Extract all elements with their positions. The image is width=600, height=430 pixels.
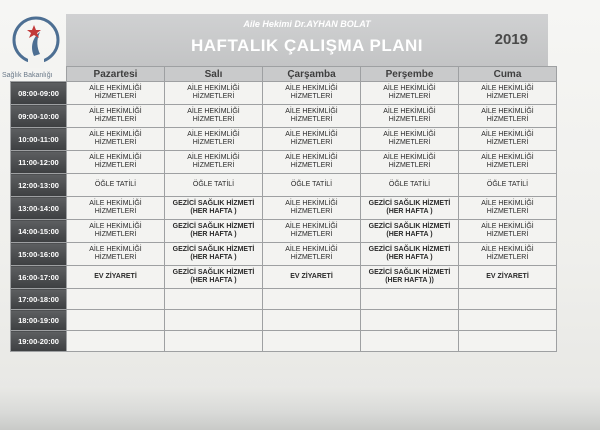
table-row xyxy=(11,289,557,310)
cell-line-2: HİZMETLERİ xyxy=(192,93,235,100)
table-row xyxy=(11,331,557,352)
schedule-cell xyxy=(263,243,361,266)
schedule-cell xyxy=(165,82,263,105)
time-slot-label: 11:00-12:00 xyxy=(11,151,67,174)
cell-line-1: EV ZİYARETİ xyxy=(290,273,333,280)
cell-line-1: GEZİCİ SAĞLIK HİZMETİ xyxy=(368,246,451,253)
schedule-cell xyxy=(67,151,165,174)
cell-line-2: HİZMETLERİ xyxy=(486,231,529,238)
cell-line-2: (HER HAFTA ) xyxy=(386,254,433,261)
schedule-cell xyxy=(361,220,459,243)
time-slot-label: 15:00-16:00 xyxy=(11,243,67,266)
schedule-cell xyxy=(459,310,557,331)
cell-line-1: AİLE HEKİMLİĞİ xyxy=(481,200,534,207)
cell-line-1: AİLE HEKİMLİĞİ xyxy=(187,154,240,161)
doctor-name: Aile Hekimi Dr.AYHAN BOLAT xyxy=(243,19,371,29)
schedule-cell xyxy=(67,289,165,310)
table-row xyxy=(11,151,557,174)
schedule-cell xyxy=(263,197,361,220)
cell-line-1: AİLE HEKİMLİĞİ xyxy=(285,154,338,161)
cell-line-2: HİZMETLERİ xyxy=(290,231,333,238)
schedule-cell xyxy=(165,128,263,151)
year-label: 2019 xyxy=(494,31,528,48)
ministry-logo-text: Sağlık Bakanlığı xyxy=(2,72,53,79)
schedule-cell xyxy=(67,128,165,151)
cell-line-2: (HER HAFTA ) xyxy=(386,231,433,238)
time-slot-label: 08:00-09:00 xyxy=(11,82,67,105)
schedule-cell xyxy=(263,266,361,289)
day-header: Salı xyxy=(165,67,263,82)
schedule-cell xyxy=(165,289,263,310)
cell-line-2: HİZMETLERİ xyxy=(94,208,137,215)
schedule-cell xyxy=(67,197,165,220)
cell-line-2: HİZMETLERİ xyxy=(94,93,137,100)
cell-line-2: HİZMETLERİ xyxy=(192,162,235,169)
table-row xyxy=(11,82,557,105)
schedule-cell xyxy=(165,331,263,352)
cell-line-2: HİZMETLERİ xyxy=(388,162,431,169)
table-row xyxy=(11,310,557,331)
day-header: Cuma xyxy=(459,67,557,82)
schedule-cell xyxy=(459,128,557,151)
schedule-cell xyxy=(263,105,361,128)
cell-line-1: AİLE HEKİMLİĞİ xyxy=(89,223,142,230)
cell-line-2: HİZMETLERİ xyxy=(486,162,529,169)
corner-cell xyxy=(11,67,67,82)
schedule-cell xyxy=(67,105,165,128)
cell-line-2: (HER HAFTA ) xyxy=(386,208,433,215)
frame-bottom-edge xyxy=(0,386,600,430)
cell-line-2: HİZMETLERİ xyxy=(192,139,235,146)
cell-line-1: GEZİCİ SAĞLIK HİZMETİ xyxy=(368,223,451,230)
cell-line-2: HİZMETLERİ xyxy=(290,208,333,215)
schedule-cell xyxy=(263,82,361,105)
schedule-cell xyxy=(263,310,361,331)
cell-line-1: AİLE HEKİMLİĞİ xyxy=(481,108,534,115)
cell-line-1: AİLE HEKİMLİĞİ xyxy=(285,246,338,253)
schedule-cell xyxy=(263,289,361,310)
schedule-cell xyxy=(67,174,165,197)
cell-line-2: HİZMETLERİ xyxy=(388,116,431,123)
time-slot-label: 14:00-15:00 xyxy=(11,220,67,243)
day-header: Pazartesi xyxy=(67,67,165,82)
schedule-cell xyxy=(459,220,557,243)
cell-line-2: (HER HAFTA ) xyxy=(190,254,237,261)
cell-line-1: AİLE HEKİMLİĞİ xyxy=(481,246,534,253)
cell-line-1: ÖĞLE TATİLİ xyxy=(290,181,333,188)
cell-line-2: HİZMETLERİ xyxy=(94,254,137,261)
day-header: Perşembe xyxy=(361,67,459,82)
schedule-cell xyxy=(67,266,165,289)
schedule-cell xyxy=(361,82,459,105)
cell-line-2: (HER HAFTA ) xyxy=(190,231,237,238)
table-row xyxy=(11,266,557,289)
time-slot-label: 18:00-19:00 xyxy=(11,310,67,331)
cell-line-2: HİZMETLERİ xyxy=(290,116,333,123)
time-slot-label: 16:00-17:00 xyxy=(11,266,67,289)
schedule-cell xyxy=(67,82,165,105)
schedule-header xyxy=(66,14,548,66)
cell-line-1: AİLE HEKİMLİĞİ xyxy=(89,154,142,161)
cell-line-1: AİLE HEKİMLİĞİ xyxy=(285,131,338,138)
cell-line-2: HİZMETLERİ xyxy=(486,208,529,215)
schedule-cell xyxy=(459,266,557,289)
time-slot-label: 19:00-20:00 xyxy=(11,331,67,352)
time-slot-label: 17:00-18:00 xyxy=(11,289,67,310)
page-title: HAFTALIK ÇALIŞMA PLANI xyxy=(191,36,423,55)
cell-line-2: HİZMETLERİ xyxy=(388,139,431,146)
schedule-cell xyxy=(459,243,557,266)
cell-line-1: AİLE HEKİMLİĞİ xyxy=(285,85,338,92)
schedule-cell xyxy=(67,220,165,243)
table-row xyxy=(11,220,557,243)
schedule-cell xyxy=(165,220,263,243)
schedule-cell xyxy=(165,151,263,174)
cell-line-2: HİZMETLERİ xyxy=(192,116,235,123)
schedule-cell xyxy=(263,331,361,352)
cell-line-1: AİLE HEKİMLİĞİ xyxy=(89,85,142,92)
cell-line-1: AİLE HEKİMLİĞİ xyxy=(89,108,142,115)
table-row xyxy=(11,128,557,151)
schedule-cell xyxy=(361,289,459,310)
cell-line-1: ÖĞLE TATİLİ xyxy=(192,181,235,188)
cell-line-1: ÖĞLE TATİLİ xyxy=(94,181,137,188)
cell-line-1: GEZİCİ SAĞLIK HİZMETİ xyxy=(172,223,255,230)
cell-line-2: HİZMETLERİ xyxy=(388,93,431,100)
schedule-cell xyxy=(459,105,557,128)
schedule-cell xyxy=(459,174,557,197)
cell-line-2: (HER HAFTA )) xyxy=(385,277,434,284)
cell-line-2: HİZMETLERİ xyxy=(486,93,529,100)
schedule-cell xyxy=(361,266,459,289)
time-slot-label: 13:00-14:00 xyxy=(11,197,67,220)
cell-line-2: HİZMETLERİ xyxy=(290,93,333,100)
cell-line-2: HİZMETLERİ xyxy=(486,139,529,146)
cell-line-1: GEZİCİ SAĞLIK HİZMETİ xyxy=(368,269,451,276)
cell-line-1: AİLE HEKİMLİĞİ xyxy=(89,131,142,138)
cell-line-1: AİLE HEKİMLİĞİ xyxy=(285,223,338,230)
schedule-cell xyxy=(361,310,459,331)
time-slot-label: 10:00-11:00 xyxy=(11,128,67,151)
cell-line-2: HİZMETLERİ xyxy=(486,116,529,123)
schedule-cell xyxy=(459,197,557,220)
schedule-cell xyxy=(165,310,263,331)
cell-line-1: AİLE HEKİMLİĞİ xyxy=(383,108,436,115)
schedule-cell xyxy=(263,128,361,151)
schedule-cell xyxy=(459,151,557,174)
cell-line-2: (HER HAFTA ) xyxy=(190,277,237,284)
cell-line-1: AİLE HEKİMLİĞİ xyxy=(481,154,534,161)
cell-line-2: HİZMETLERİ xyxy=(290,139,333,146)
cell-line-1: GEZİCİ SAĞLIK HİZMETİ xyxy=(368,200,451,207)
cell-line-2: HİZMETLERİ xyxy=(94,231,137,238)
schedule-cell xyxy=(361,128,459,151)
table-row xyxy=(11,243,557,266)
cell-line-1: AİLE HEKİMLİĞİ xyxy=(285,108,338,115)
cell-line-1: AİLE HEKİMLİĞİ xyxy=(383,131,436,138)
schedule-cell xyxy=(165,266,263,289)
cell-line-1: AİLE HEKİMLİĞİ xyxy=(383,154,436,161)
cell-line-2: HİZMETLERİ xyxy=(290,162,333,169)
day-header: Çarşamba xyxy=(263,67,361,82)
cell-line-2: HİZMETLERİ xyxy=(94,162,137,169)
schedule-cell xyxy=(459,331,557,352)
schedule-cell xyxy=(361,243,459,266)
schedule-cell xyxy=(361,105,459,128)
cell-line-1: AİLE HEKİMLİĞİ xyxy=(89,200,142,207)
cell-line-2: (HER HAFTA ) xyxy=(190,208,237,215)
table-row xyxy=(11,105,557,128)
cell-line-1: AİLE HEKİMLİĞİ xyxy=(383,85,436,92)
schedule-cell xyxy=(263,151,361,174)
weekly-schedule-table xyxy=(10,66,557,352)
cell-line-1: AİLE HEKİMLİĞİ xyxy=(187,85,240,92)
table-row xyxy=(11,197,557,220)
schedule-cell xyxy=(67,331,165,352)
cell-line-1: AİLE HEKİMLİĞİ xyxy=(481,131,534,138)
cell-line-1: GEZİCİ SAĞLIK HİZMETİ xyxy=(172,200,255,207)
cell-line-1: EV ZİYARETİ xyxy=(94,273,137,280)
cell-line-2: HİZMETLERİ xyxy=(486,254,529,261)
cell-line-1: AİLE HEKİMLİĞİ xyxy=(481,85,534,92)
cell-line-1: AİLE HEKİMLİĞİ xyxy=(187,108,240,115)
cell-line-1: GEZİCİ SAĞLIK HİZMETİ xyxy=(172,246,255,253)
schedule-cell xyxy=(165,243,263,266)
schedule-cell xyxy=(165,197,263,220)
time-slot-label: 09:00-10:00 xyxy=(11,105,67,128)
table-row xyxy=(11,174,557,197)
cell-line-1: EV ZİYARETİ xyxy=(486,273,529,280)
cell-line-2: HİZMETLERİ xyxy=(94,116,137,123)
cell-line-2: HİZMETLERİ xyxy=(290,254,333,261)
schedule-cell xyxy=(67,310,165,331)
schedule-cell xyxy=(459,82,557,105)
schedule-cell xyxy=(361,151,459,174)
schedule-cell xyxy=(165,105,263,128)
schedule-cell xyxy=(165,174,263,197)
cell-line-1: AİLE HEKİMLİĞİ xyxy=(481,223,534,230)
cell-line-1: AİLE HEKİMLİĞİ xyxy=(285,200,338,207)
time-slot-label: 12:00-13:00 xyxy=(11,174,67,197)
schedule-cell xyxy=(67,243,165,266)
cell-line-1: AİLE HEKİMLİĞİ xyxy=(89,246,142,253)
cell-line-1: ÖĞLE TATİLİ xyxy=(388,181,431,188)
schedule-cell xyxy=(459,289,557,310)
schedule-cell xyxy=(263,220,361,243)
schedule-cell xyxy=(361,174,459,197)
schedule-cell xyxy=(361,197,459,220)
schedule-cell xyxy=(361,331,459,352)
cell-line-1: AİLE HEKİMLİĞİ xyxy=(187,131,240,138)
day-header-row xyxy=(11,67,557,82)
cell-line-1: ÖĞLE TATİLİ xyxy=(486,181,529,188)
schedule-cell xyxy=(263,174,361,197)
cell-line-2: HİZMETLERİ xyxy=(94,139,137,146)
cell-line-1: GEZİCİ SAĞLIK HİZMETİ xyxy=(172,269,255,276)
